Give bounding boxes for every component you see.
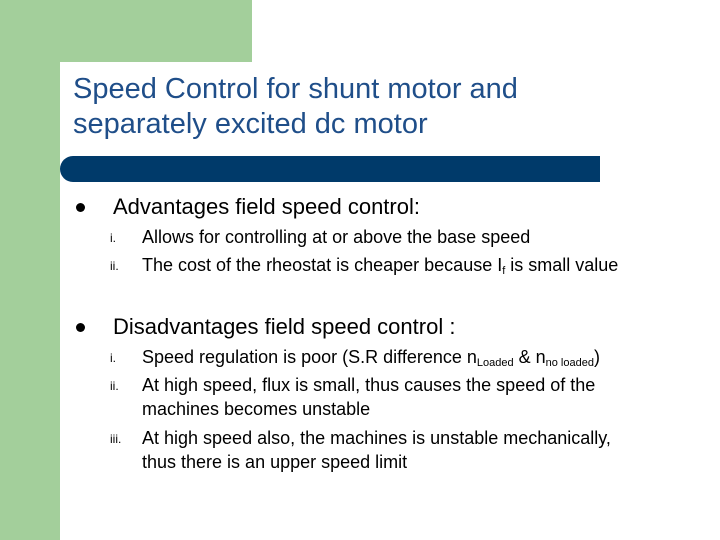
disadvantage-1-numeral: i. xyxy=(110,351,116,365)
advantage-2-numeral: ii. xyxy=(110,259,119,273)
disadvantages-heading: Disadvantages field speed control : xyxy=(113,314,456,339)
bullet-icon xyxy=(76,323,85,332)
disadvantage-1-text-before: Speed regulation is poor (S.R difference n xyxy=(142,347,477,367)
disadvantage-1-text xyxy=(142,345,600,369)
advantage-2-subscript: f xyxy=(502,265,506,277)
disadvantage-3-line-2: thus there is an upper speed limit xyxy=(142,452,408,472)
disadvantage-2-numeral: ii. xyxy=(110,379,119,393)
slide-title-line-2: separately excited dc motor xyxy=(73,108,428,140)
advantage-1-text: Allows for controlling at or above the base speed xyxy=(142,227,531,247)
advantages-heading: Advantages field speed control: xyxy=(113,194,420,219)
disadvantage-3-numeral: iii. xyxy=(110,432,122,446)
advantage-2-text-after: is small value xyxy=(505,255,619,275)
advantage-2-text-before: The cost of the rheostat is cheaper because I xyxy=(142,255,503,275)
slide-title xyxy=(73,72,693,142)
disadvantage-1-subscript-1: Loaded xyxy=(476,357,514,369)
title-divider-bar xyxy=(60,156,600,182)
disadvantage-1-subscript-2: no loaded xyxy=(545,357,594,369)
disadvantage-1-text-after: ) xyxy=(593,347,600,367)
bullet-icon xyxy=(76,203,85,212)
disadvantage-2-line-1: At high speed, flux is small, thus causes the speed of the xyxy=(142,375,596,395)
advantage-2-text xyxy=(142,253,618,277)
disadvantage-2-line-2: machines becomes unstable xyxy=(142,399,371,419)
disadvantage-1-text-mid: & n xyxy=(513,347,546,367)
slide-title-line-1: Speed Control for shunt motor and xyxy=(73,73,518,105)
advantage-1-numeral: i. xyxy=(110,231,116,245)
disadvantage-3-line-1: At high speed also, the machines is unstable mechanically, xyxy=(142,428,611,448)
green-left-strip xyxy=(0,0,60,540)
